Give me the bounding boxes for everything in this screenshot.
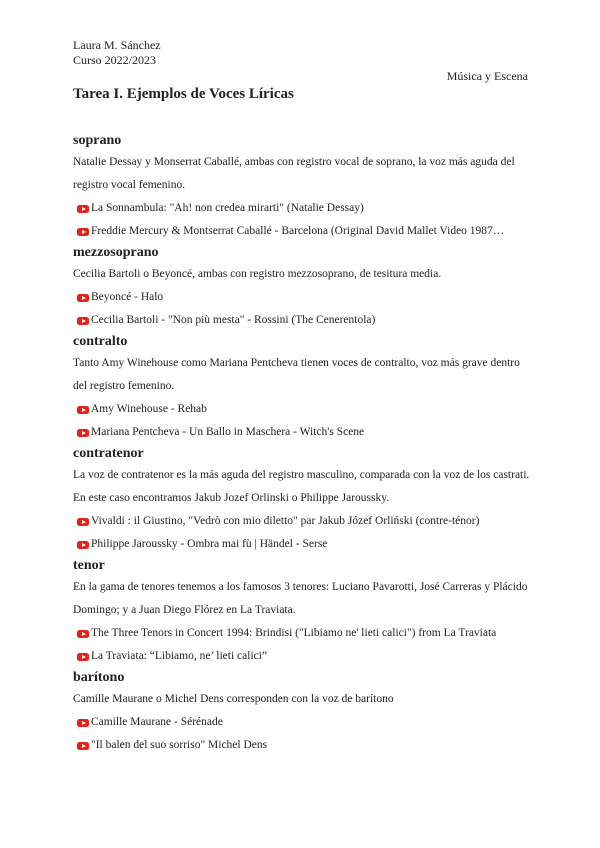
video-link[interactable] (73, 309, 531, 332)
section-heading: soprano (73, 133, 122, 148)
document-body (73, 131, 531, 757)
section-description: La voz de contratenor es la más aguda del registro masculino, comparada con la voz de los castrati. En este caso encontramos Jakub Jozef Orlinski o Philippe Jaroussky. (73, 469, 530, 504)
video-link[interactable] (73, 421, 531, 444)
link-list (73, 510, 531, 556)
course-year: Curso 2022/2023 (73, 53, 157, 67)
section-heading: tenor (73, 558, 105, 573)
link-list (73, 197, 531, 243)
youtube-icon (77, 205, 89, 213)
link-list (73, 711, 531, 757)
link-list (73, 622, 531, 668)
video-link[interactable] (73, 510, 531, 533)
link-label[interactable]: Cecilia Bartoli - "Non più mesta" - Rossini (The Cenerentola) (91, 314, 376, 326)
youtube-icon (77, 406, 89, 414)
video-link[interactable] (73, 645, 531, 668)
section-heading: mezzosoprano (73, 245, 159, 260)
document-title: Tarea I. Ejemplos de Voces Líricas (73, 86, 294, 102)
youtube-icon (77, 317, 89, 325)
youtube-icon (77, 518, 89, 526)
subject-name: Música y Escena (446, 69, 528, 83)
section-heading: contralto (73, 334, 128, 349)
link-label[interactable]: Freddie Mercury & Montserrat Caballé - Barcelona (Original David Mallet Video 1987… (91, 225, 505, 237)
section-soprano (73, 131, 531, 243)
youtube-icon (77, 742, 89, 750)
youtube-icon (77, 294, 89, 302)
video-link[interactable] (73, 734, 531, 757)
link-label[interactable]: Beyoncé - Halo (91, 291, 164, 303)
link-label[interactable]: La Sonnambula: "Ah! non credea mirarti" (Natalie Dessay) (91, 202, 364, 214)
section-description: Natalie Dessay y Monserrat Caballé, ambas con registro vocal de soprano, la voz más aguda del registro vocal femenino. (73, 156, 515, 191)
link-label[interactable]: Philippe Jaroussky - Ombra mai fù | Händel - Serse (91, 538, 328, 550)
video-link[interactable] (73, 533, 531, 556)
youtube-icon (77, 228, 89, 236)
link-label[interactable]: Mariana Pentcheva - Un Ballo in Maschera - Witch's Scene (91, 426, 365, 438)
video-link[interactable] (73, 622, 531, 645)
author-name: Laura M. Sánchez (73, 38, 161, 52)
link-label[interactable]: Amy Winehouse - Rehab (91, 403, 207, 415)
video-link[interactable] (73, 286, 531, 309)
section-description: Cecilia Bartoli o Beyoncé, ambas con registro mezzosoprano, de tesitura media. (73, 268, 442, 280)
video-link[interactable] (73, 220, 531, 243)
video-link[interactable] (73, 197, 531, 220)
youtube-icon (77, 541, 89, 549)
youtube-icon (77, 653, 89, 661)
section-tenor (73, 556, 531, 668)
link-label[interactable]: The Three Tenors in Concert 1994: Brindisi ("Libiamo ne' lieti calici") from La Traviata (91, 627, 497, 639)
link-list (73, 398, 531, 444)
section-contralto (73, 332, 531, 444)
section-description: Camille Maurane o Michel Dens corresponden con la voz de barítono (73, 693, 394, 705)
section-heading: contratenor (73, 446, 144, 461)
section-description: Tanto Amy Winehouse como Mariana Pentcheva tienen voces de contralto, voz más grave dentro del registro femenino. (73, 357, 520, 392)
youtube-icon (77, 630, 89, 638)
section-mezzosoprano (73, 243, 531, 332)
section-baritono (73, 668, 531, 757)
link-label[interactable]: La Traviata: “Libiamo, ne’ lieti calici” (91, 650, 268, 662)
video-link[interactable] (73, 711, 531, 734)
link-label[interactable]: "Il balen del suo sorriso" Michel Dens (91, 739, 268, 751)
section-description: En la gama de tenores tenemos a los famosos 3 tenores: Luciano Pavarotti, José Carreras y Plácido Domingo; y a Juan Diego Flórez en La Traviata. (73, 581, 528, 616)
link-list (73, 286, 531, 332)
video-link[interactable] (73, 398, 531, 421)
youtube-icon (77, 719, 89, 727)
section-contratenor (73, 444, 531, 556)
section-heading: barítono (73, 670, 125, 685)
youtube-icon (77, 429, 89, 437)
link-label[interactable]: Camille Maurane - Sérénade (91, 716, 223, 728)
link-label[interactable]: Vivaldi : il Giustino, "Vedrò con mio diletto" par Jakub Józef Orliński (contre-ténor) (91, 515, 480, 527)
